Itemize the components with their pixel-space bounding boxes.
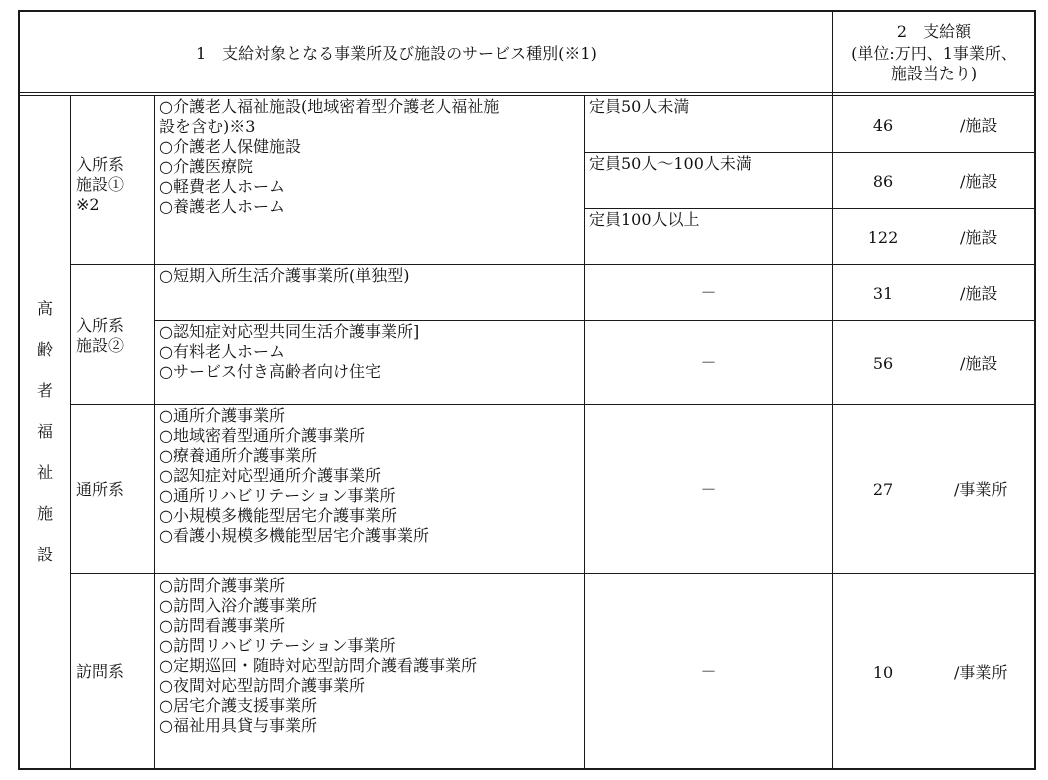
capacity-label: 定員50人未満: [589, 97, 690, 116]
list-item: ○有料老人ホーム: [159, 342, 285, 361]
category-vertical-label: [20, 299, 70, 586]
list-item: ○訪問介護事業所: [159, 576, 285, 595]
group-rule-2: [70, 404, 1036, 405]
group-label-homon: 訪問系: [76, 662, 125, 681]
amount-unit: /施設: [960, 354, 998, 373]
header-amount-line1: 2 支給額: [896, 22, 972, 41]
list-item: ○通所リハビリテーション事業所: [159, 486, 396, 505]
cat-divider: [70, 95, 71, 770]
group-label-nyusho2: [76, 316, 124, 356]
amount-divider: [832, 95, 833, 770]
list-item: ○療養通所介護事業所: [159, 446, 317, 465]
header-divider: [832, 10, 833, 95]
items-nyusho2-a: [159, 266, 409, 286]
list-item: ○サービス付き高齢者向け住宅: [159, 362, 381, 381]
list-item: ○訪問看護事業所: [159, 616, 285, 635]
header-amount-line3: 施設当たり): [890, 64, 978, 83]
amount-unit: /施設: [960, 228, 998, 247]
capacity-dash: －: [700, 283, 717, 302]
items-tsusho: [159, 406, 429, 546]
group-label-line: 施設①: [76, 175, 125, 194]
list-item: ○短期入所生活介護事業所(単独型): [159, 266, 410, 285]
group-label-line: 入所系: [76, 316, 125, 335]
amount-unit: /施設: [960, 116, 998, 135]
category-char: 齢: [36, 340, 53, 359]
group-label-tsusho: 通所系: [76, 480, 125, 499]
amount-value: 122: [867, 228, 899, 247]
items-nyusho2-b: [159, 322, 419, 382]
cap-rule-1: [584, 152, 1034, 153]
group-label-line: ※2: [76, 195, 100, 214]
group-label-line: 入所系: [76, 155, 125, 174]
capacity-label: 定員100人以上: [589, 210, 700, 229]
list-item: ○居宅介護支援事業所: [159, 696, 317, 715]
list-item: ○定期巡回・随時対応型訪問介護看護事業所: [159, 656, 477, 675]
amount-value: 46: [872, 116, 894, 135]
group-rule-3: [70, 573, 1036, 574]
amount-unit: /施設: [960, 284, 998, 303]
border-right: [1034, 10, 1036, 770]
amount-value: 86: [872, 172, 894, 191]
amount-value: 10: [872, 663, 894, 682]
capacity-dash: －: [700, 662, 717, 681]
list-item: ○訪問リハビリテーション事業所: [159, 636, 396, 655]
list-item: ○認知症対応型共同生活介護事業所]: [159, 322, 420, 341]
list-item: 設を含む)※3: [159, 117, 256, 136]
list-item: ○小規模多機能型居宅介護事業所: [159, 506, 397, 525]
capacity-label: 定員50人～100人未満: [589, 154, 752, 173]
amount-value: 27: [872, 480, 894, 499]
capacity-dash: －: [700, 480, 717, 499]
amount-unit: /施設: [960, 172, 998, 191]
list-item: ○介護老人福祉施設(地域密着型介護老人福祉施: [159, 97, 500, 116]
amount-unit: /事業所: [954, 663, 1008, 682]
amount-value: 31: [872, 284, 894, 303]
items-homon: [159, 576, 477, 736]
list-item: ○夜間対応型訪問介護事業所: [159, 676, 365, 695]
subrow-rule: [154, 320, 1036, 321]
list-item: ○訪問入浴介護事業所: [159, 596, 317, 615]
category-char: 者: [36, 381, 53, 400]
list-item: ○福祉用具貸与事業所: [159, 716, 317, 735]
border-bottom: [18, 768, 1036, 770]
list-item: ○通所介護事業所: [159, 406, 285, 425]
capacity-dash: －: [700, 353, 717, 372]
category-char: 福: [36, 422, 53, 441]
group-divider: [154, 95, 155, 770]
category-char: 施: [36, 504, 53, 523]
group-label-nyusho1: [76, 155, 124, 215]
header-rule-1: [18, 92, 1036, 93]
category-char: 設: [36, 545, 53, 564]
list-item: ○認知症対応型通所介護事業所: [159, 466, 381, 485]
items-nyusho1: [159, 97, 499, 217]
list-item: ○介護医療院: [159, 157, 253, 176]
list-item: ○看護小規模多機能型居宅介護事業所: [159, 526, 429, 545]
list-item: ○養護老人ホーム: [159, 197, 285, 216]
header-rule-2: [18, 95, 1036, 96]
header-amount-line2: (単位:万円、1事業所、: [851, 44, 1017, 63]
category-char: 祉: [36, 463, 53, 482]
group-label-line: 施設②: [76, 336, 125, 355]
cap-rule-2: [584, 208, 1034, 209]
header-service-types: 1 支給対象となる事業所及び施設のサービス種別(※1): [196, 44, 597, 63]
group-rule-1: [70, 264, 1036, 265]
list-item: ○軽費老人ホーム: [159, 177, 285, 196]
amount-value: 56: [872, 354, 894, 373]
list-item: ○介護老人保健施設: [159, 137, 301, 156]
category-char: 高: [36, 299, 53, 318]
amount-unit: /事業所: [954, 480, 1008, 499]
border-top: [18, 10, 1036, 12]
list-item: ○地域密着型通所介護事業所: [159, 426, 365, 445]
